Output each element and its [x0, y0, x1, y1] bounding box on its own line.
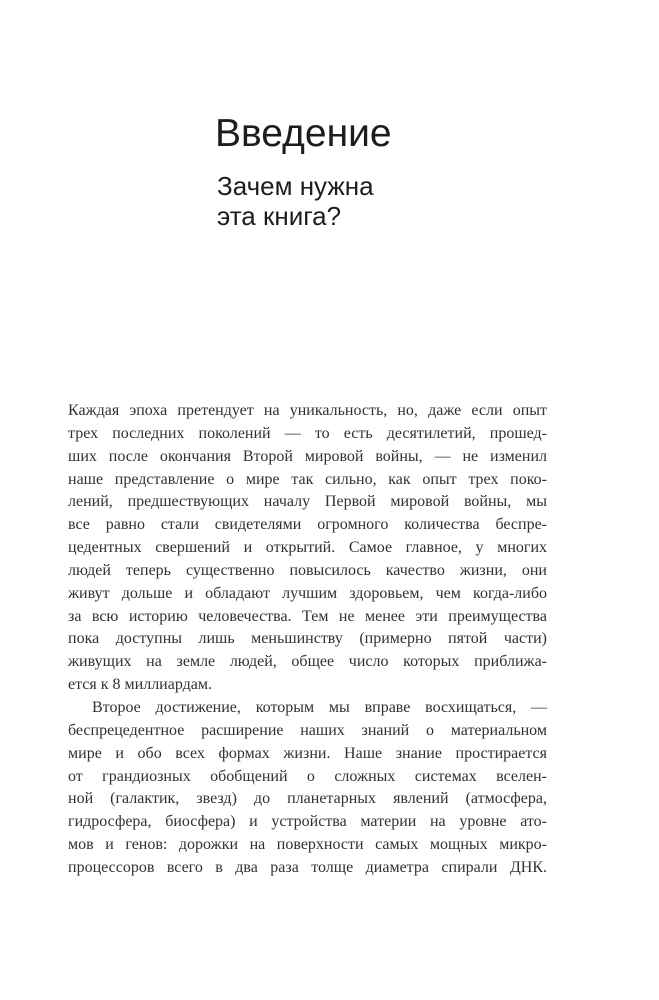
text-line: трех последних поколений — то есть десятилетий, прошед- [68, 424, 547, 442]
text-line: Второе достижение, которым мы вправе восхищаться, — [92, 698, 547, 716]
chapter-title: Введение [215, 112, 392, 155]
text-line: цедентных свершений и открытий. Самое главное, у многих [68, 539, 547, 557]
text-line: за всю историю человечества. Тем не менее эти преимущества [68, 607, 547, 625]
paragraph-1 [68, 400, 547, 697]
text-line: ется к 8 миллиардам. [68, 676, 212, 694]
text-line: беспрецедентное расширение наших знаний о материальном [68, 721, 547, 739]
text-line: Каждая эпоха претендует на уникальность, но, даже если опыт [68, 402, 547, 419]
text-line: мире и обо всех формах жизни. Наше знание простирается [68, 744, 547, 762]
paragraph-2 [68, 697, 547, 880]
text-line: гидросфера, биосфера) и устройства материи на уровне ато- [68, 813, 547, 831]
text-line: наше представление о мире так сильно, как опыт трех поко- [68, 470, 547, 488]
text-line: живут дольше и обладают лучшим здоровьем, чем когда-либо [68, 584, 547, 602]
text-line: лений, предшествующих началу Первой мировой войны, мы [68, 493, 547, 511]
chapter-subtitle-line-2: эта книга? [217, 201, 342, 231]
text-line: мов и генов: дорожки на поверхности самых мощных микро- [68, 836, 547, 854]
text-line: ших после окончания Второй мировой войны, — не изменил [68, 447, 547, 465]
text-line: живущих на земле людей, общее число которых приближа- [68, 653, 547, 671]
chapter-subtitle [217, 171, 374, 231]
text-line: людей теперь существенно повысилось качество жизни, они [68, 561, 547, 579]
text-line: от грандиозных обобщений о сложных системах вселен- [68, 767, 547, 785]
text-line: процессоров всего в два раза толще диаметра спирали ДНК. [68, 858, 547, 876]
text-line: все равно стали свидетелями огромного количества беспре- [68, 516, 547, 534]
text-line: пока доступны лишь меньшинству (примерно пятой части) [68, 630, 547, 648]
body-text [68, 400, 547, 880]
chapter-subtitle-line-1: Зачем нужна [217, 171, 374, 201]
text-line: ной (галактик, звезд) до планетарных явлений (атмосфера, [68, 790, 547, 808]
